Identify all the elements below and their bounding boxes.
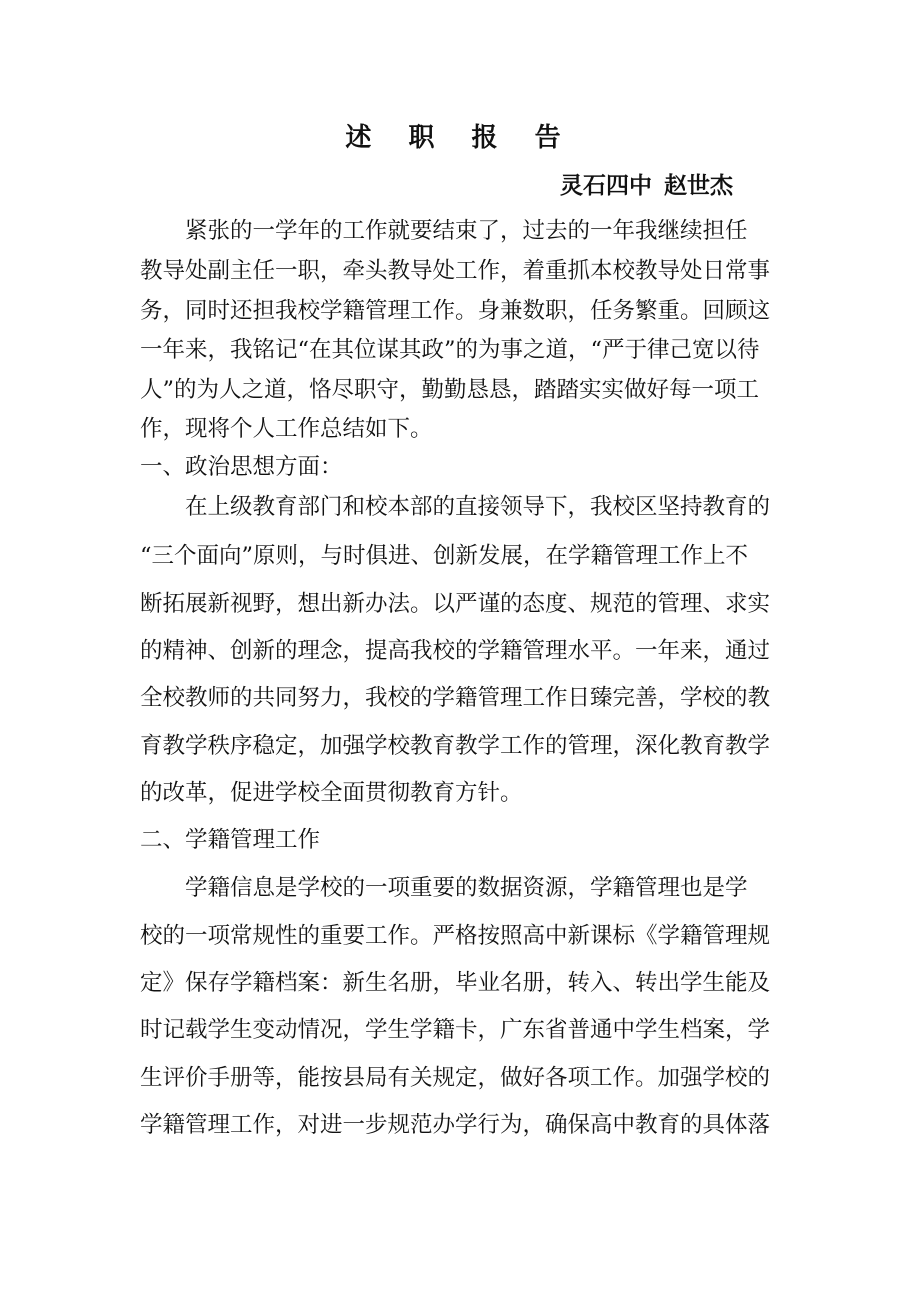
body-line: 时记载学生变动情况，学生学籍卡，广东省普通中学生档案，学 [140,1017,771,1043]
body-line: 全校教师的共同努力，我校的学籍管理工作日臻完善，学校的教 [140,685,771,711]
body-line: 一年来，我铭记“在其位谋其政”的为事之道，“严于律己宽以待 [140,337,760,363]
author-line [560,168,733,204]
body-line: “三个面向”原则，与时俱进、创新发展，在学籍管理工作上不 [140,543,749,569]
body-line: 作，现将个人工作总结如下。 [140,416,433,442]
body-line: 教导处副主任一职，牵头教导处工作，着重抓本校教导处日常事 [140,258,771,284]
body-line: 的精神、创新的理念，提高我校的学籍管理水平。一年来，通过 [140,638,771,664]
body-line: 人”的为人之道，恪尽职守，勤勤恳恳，踏踏实实做好每一项工 [140,377,760,403]
author-school: 灵石四中 [560,173,652,199]
body-line: 断拓展新视野，想出新办法。以严谨的态度、规范的管理、求实 [140,591,771,617]
page-title: 述 职 报 告 [345,123,575,153]
body-line: 的改革，促进学校全面贯彻教育方针。 [140,780,523,806]
body-line: 在上级教育部门和校本部的直接领导下，我校区坚持教育的 [140,494,771,520]
body-line: 育教学秩序稳定，加强学校教育教学工作的管理，深化教育教学 [140,733,771,759]
body-line: 务，同时还担我校学籍管理工作。身兼数职，任务繁重。回顾这 [140,298,771,324]
section-heading: 二、学籍管理工作 [140,827,321,853]
body-line: 定》保存学籍档案：新生名册，毕业名册，转入、转出学生能及 [140,970,771,996]
body-line: 学籍信息是学校的一项重要的数据资源，学籍管理也是学 [140,875,748,901]
body-line: 紧张的一学年的工作就要结束了，过去的一年我继续担任 [140,218,748,244]
body-line: 校的一项常规性的重要工作。严格按照高中新课标《学籍管理规 [140,923,771,949]
body-line: 学籍管理工作，对进一步规范办学行为，确保高中教育的具体落 [140,1112,771,1138]
body-line: 生评价手册等，能按县局有关规定，做好各项工作。加强学校的 [140,1065,771,1091]
author-name: 赵世杰 [664,173,733,199]
section-heading: 一、政治思想方面： [140,454,343,480]
